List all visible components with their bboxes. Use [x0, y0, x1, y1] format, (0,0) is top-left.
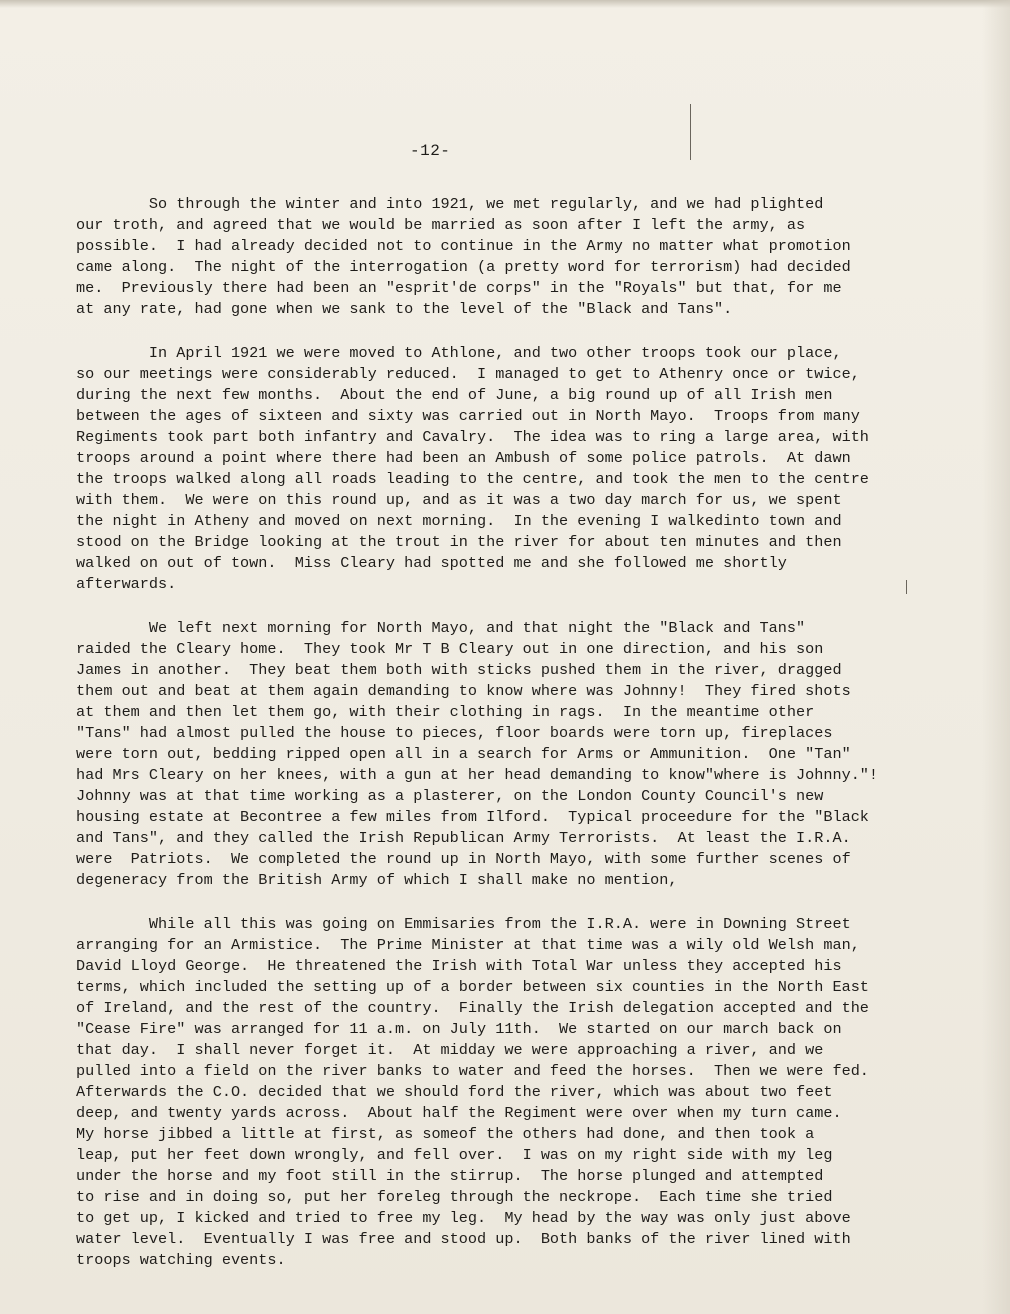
text-line: of Ireland, and the rest of the country. Finally the Irish delegation accepted and the: [76, 999, 869, 1017]
text-line: the troops walked along all roads leading to the centre, and took the men to the centre: [76, 470, 869, 488]
page-number: -12-: [410, 142, 451, 160]
text-line: walked on out of town. Miss Cleary had spotted me and she followed me shortly: [76, 554, 787, 572]
text-line: Johnny was at that time working as a plasterer, on the London County Council's new: [76, 787, 824, 805]
text-line: arranging for an Armistice. The Prime Minister at that time was a wily old Welsh man,: [76, 936, 860, 954]
paragraph: [76, 914, 956, 1271]
text-line: came along. The night of the interrogation (a pretty word for terrorism) had decided: [76, 258, 851, 276]
text-line: with them. We were on this round up, and as it was a two day march for us, we spent: [76, 491, 842, 509]
text-line: David Lloyd George. He threatened the Irish with Total War unless they accepted his: [76, 957, 842, 975]
text-line: While all this was going on Emmisaries from the I.R.A. were in Downing Street: [76, 915, 851, 933]
text-line: troops around a point where there had been an Ambush of some police patrols. At dawn: [76, 449, 851, 467]
text-line: degeneracy from the British Army of which I shall make no mention,: [76, 871, 678, 889]
text-line: "Tans" had almost pulled the house to pieces, floor boards were torn up, fireplaces: [76, 724, 833, 742]
text-line: were Patriots. We completed the round up in North Mayo, with some further scenes of: [76, 850, 851, 868]
text-line: possible. I had already decided not to continue in the Army no matter what promotion: [76, 237, 851, 255]
text-line: were torn out, bedding ripped open all in a search for Arms or Ammunition. One "Tan": [76, 745, 851, 763]
text-line: My horse jibbed a little at first, as someof the others had done, and then took a: [76, 1125, 815, 1143]
text-line: so our meetings were considerably reduced. I managed to get to Athenry once or twice,: [76, 365, 860, 383]
text-line: Afterwards the C.O. decided that we should ford the river, which was about two feet: [76, 1083, 833, 1101]
text-line: So through the winter and into 1921, we met regularly, and we had plighted: [76, 195, 824, 213]
text-line: between the ages of sixteen and sixty was carried out in North Mayo. Troops from many: [76, 407, 860, 425]
text-line: our troth, and agreed that we would be married as soon after I left the army, as: [76, 216, 806, 234]
text-line: pulled into a field on the river banks to water and feed the horses. Then we were fed.: [76, 1062, 869, 1080]
paper-top-edge: [0, 0, 1010, 8]
text-line: to get up, I kicked and tried to free my leg. My head by the way was only just above: [76, 1209, 851, 1227]
text-line: "Cease Fire" was arranged for 11 a.m. on July 11th. We started on our march back on: [76, 1020, 842, 1038]
text-line: at them and then let them go, with their clothing in rags. In the meantime other: [76, 703, 815, 721]
document-body: [76, 194, 956, 1294]
paragraph: [76, 194, 956, 320]
paragraph: [76, 343, 956, 595]
pencil-mark: [690, 104, 691, 160]
text-line: had Mrs Cleary on her knees, with a gun at her head demanding to know"where is Johnny."!: [76, 766, 879, 784]
text-line: stood on the Bridge looking at the trout in the river for about ten minutes and then: [76, 533, 842, 551]
text-line: me. Previously there had been an "esprit'de corps" in the "Royals" but that, for me: [76, 279, 842, 297]
text-line: In April 1921 we were moved to Athlone, and two other troops took our place,: [76, 344, 842, 362]
paper-right-edge: [982, 0, 1010, 1314]
text-line: housing estate at Becontree a few miles from Ilford. Typical proceedure for the "Black: [76, 808, 869, 826]
text-line: water level. Eventually I was free and stood up. Both banks of the river lined with: [76, 1230, 851, 1248]
text-line: raided the Cleary home. They took Mr T B Cleary out in one direction, and his son: [76, 640, 824, 658]
text-line: that day. I shall never forget it. At midday we were approaching a river, and we: [76, 1041, 824, 1059]
text-line: afterwards.: [76, 575, 177, 593]
text-line: at any rate, had gone when we sank to the level of the "Black and Tans".: [76, 300, 733, 318]
text-line: Regiments took part both infantry and Cavalry. The idea was to ring a large area, with: [76, 428, 869, 446]
text-line: the night in Atheny and moved on next morning. In the evening I walkedinto town and: [76, 512, 842, 530]
text-line: deep, and twenty yards across. About half the Regiment were over when my turn came.: [76, 1104, 842, 1122]
text-line: We left next morning for North Mayo, and that night the "Black and Tans": [76, 619, 806, 637]
text-line: troops watching events.: [76, 1251, 286, 1269]
text-line: during the next few months. About the end of June, a big round up of all Irish men: [76, 386, 833, 404]
text-line: leap, put her feet down wrongly, and fell over. I was on my right side with my leg: [76, 1146, 833, 1164]
text-line: under the horse and my foot still in the stirrup. The horse plunged and attempted: [76, 1167, 824, 1185]
text-line: James in another. They beat them both with sticks pushed them in the river, dragged: [76, 661, 842, 679]
text-line: terms, which included the setting up of a border between six counties in the North East: [76, 978, 869, 996]
text-line: and Tans", and they called the Irish Republican Army Terrorists. At least the I.R.A.: [76, 829, 851, 847]
paragraph: [76, 618, 956, 891]
text-line: to rise and in doing so, put her foreleg through the neckrope. Each time she tried: [76, 1188, 833, 1206]
text-line: them out and beat at them again demanding to know where was Johnny! They fired shots: [76, 682, 851, 700]
